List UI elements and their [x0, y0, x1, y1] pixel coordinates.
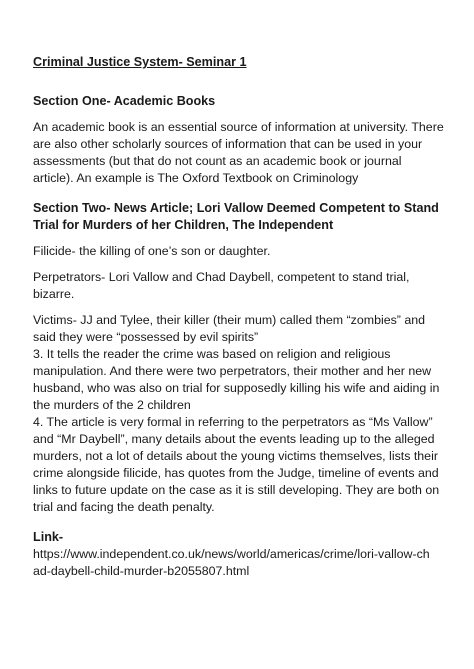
section-two-heading: Section Two- News Article; Lori Vallow Deemed Competent to Stand Trial for Murders of her Children, The Independent — [33, 201, 439, 232]
victims-paragraph: Victims- JJ and Tylee, their killer (their mum) called them “zombies” and said they were “possessed by evil spirits” — [33, 313, 426, 344]
document-title: Criminal Justice System- Seminar 1 — [33, 55, 247, 69]
section-one-body: An academic book is an essential source of information at university. There are also other scholarly sources of information that can be used in your assessments (but that do not count as an academic book or journal article). An example is The Oxford Textbook on Criminology — [33, 120, 444, 185]
article-url-line-1[interactable]: https://www.independent.co.uk/news/world/americas/crime/lori-vallow-ch — [33, 547, 430, 561]
perpetrators-paragraph: Perpetrators- Lori Vallow and Chad Daybell, competent to stand trial, bizarre. — [33, 270, 410, 301]
point-4-paragraph: 4. The article is very formal in referring to the perpetrators as “Ms Vallow” and “Mr Daybell”, many details about the events leading up to the alleged murders, not a lot of details about the young victims themselves, lists their crime alongside filicide, has quotes from the Judge, timeline of events and links to future update on the case as it is still developing. They are both on trial and facing the death penalty. — [33, 415, 440, 514]
link-label: Link- — [33, 530, 64, 544]
document-content — [33, 54, 445, 580]
spacer — [33, 516, 445, 529]
point-3-paragraph: 3. It tells the reader the crime was based on religion and religious manipulation. And there were two perpetrators, their mother and her new husband, who was also on trial for supposedly killing his wife and aiding in the murders of the 2 children — [33, 347, 440, 412]
filicide-definition: Filicide- the killing of one’s son or daughter. — [33, 244, 271, 258]
section-one-heading: Section One- Academic Books — [33, 94, 216, 108]
article-url-line-2[interactable]: ad-daybell-child-murder-b2055807.html — [33, 564, 250, 578]
